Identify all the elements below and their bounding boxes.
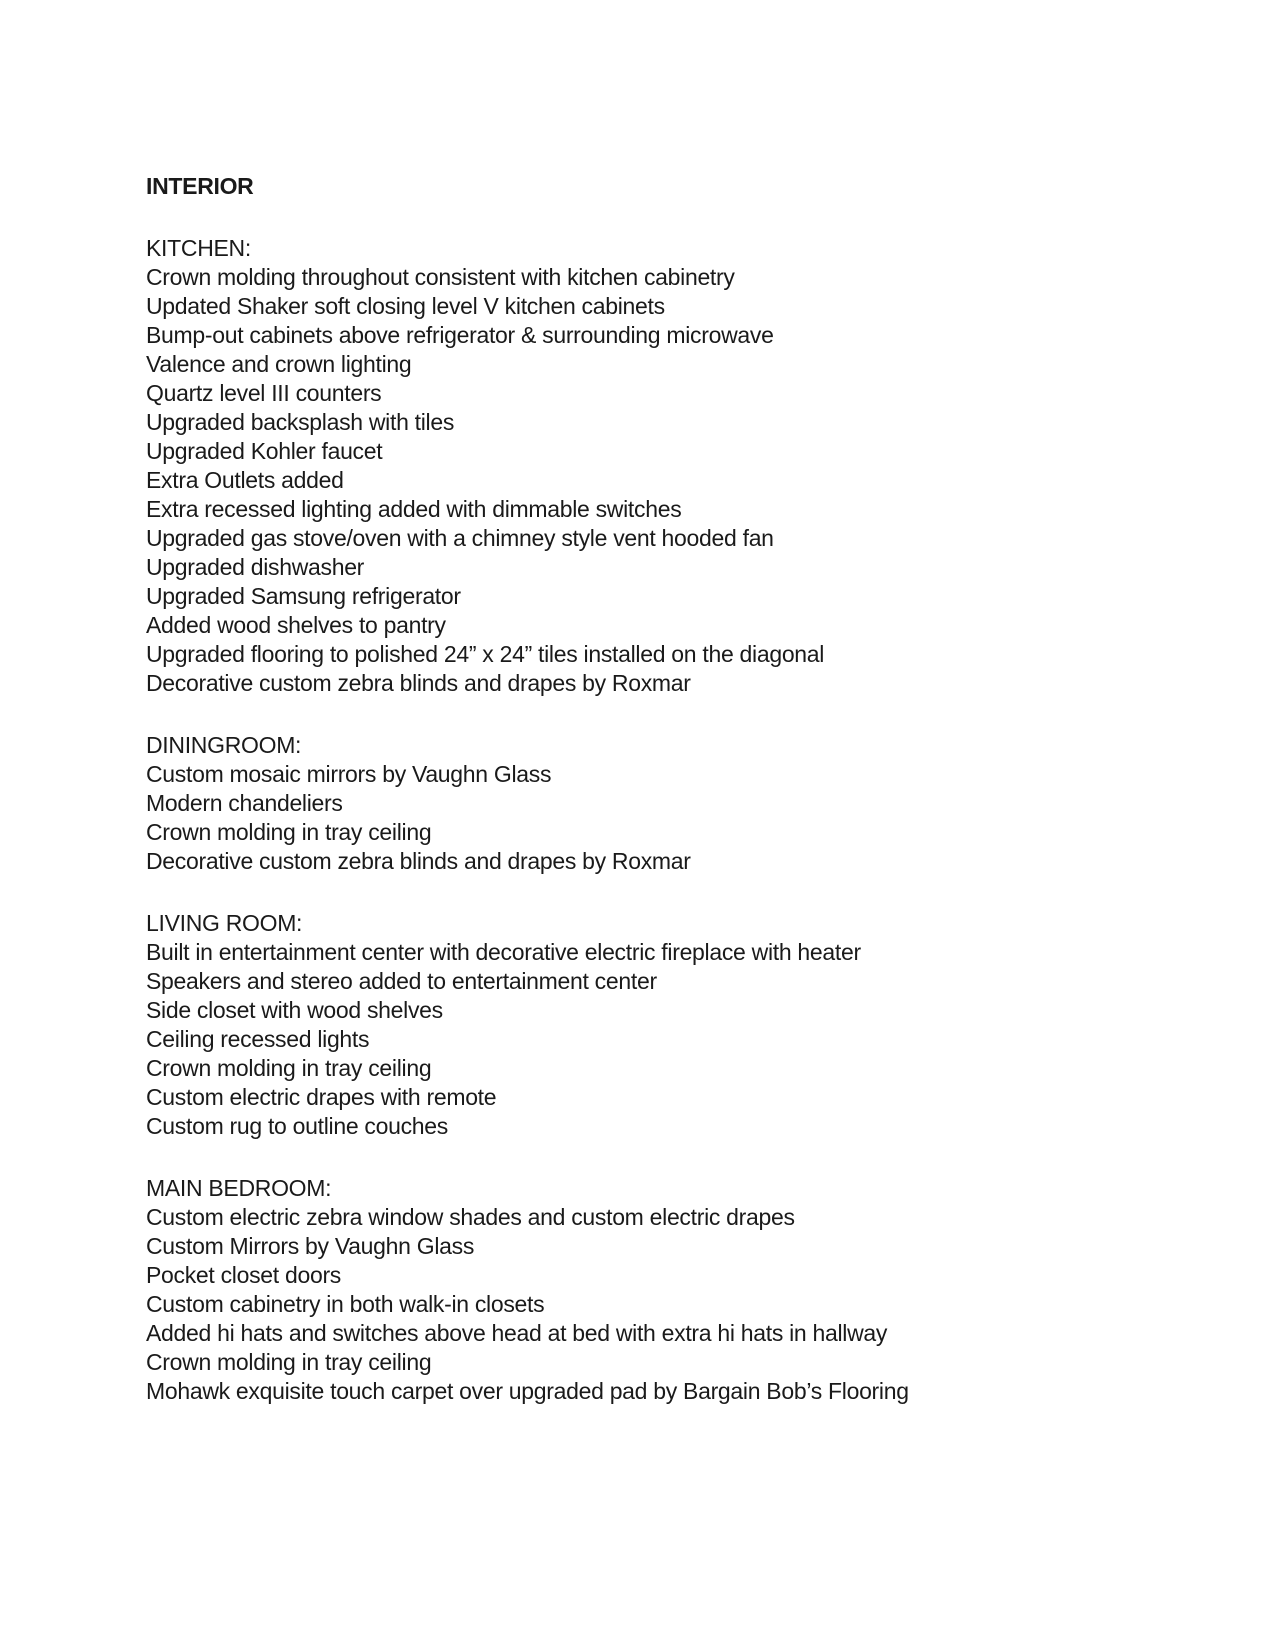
feature-line: Mohawk exquisite touch carpet over upgraded pad by Bargain Bob’s Flooring bbox=[146, 1378, 909, 1404]
feature-line: Custom electric zebra window shades and custom electric drapes bbox=[146, 1204, 795, 1230]
section-main-bedroom bbox=[146, 1174, 1125, 1406]
section-living-room bbox=[146, 909, 1125, 1141]
feature-line: Crown molding throughout consistent with kitchen cabinetry bbox=[146, 264, 735, 290]
section-heading: LIVING ROOM: bbox=[146, 910, 303, 936]
feature-line: Added hi hats and switches above head at bed with extra hi hats in hallway bbox=[146, 1320, 888, 1346]
feature-line: Upgraded gas stove/oven with a chimney style vent hooded fan bbox=[146, 525, 774, 551]
feature-line: Custom electric drapes with remote bbox=[146, 1084, 497, 1110]
feature-line: Custom rug to outline couches bbox=[146, 1113, 448, 1139]
document-body bbox=[146, 234, 1125, 1406]
section-heading: MAIN BEDROOM: bbox=[146, 1175, 332, 1201]
feature-line: Decorative custom zebra blinds and drapes by Roxmar bbox=[146, 848, 691, 874]
feature-line: Upgraded backsplash with tiles bbox=[146, 409, 455, 435]
feature-line: Built in entertainment center with decorative electric fireplace with heater bbox=[146, 939, 861, 965]
section-heading: DININGROOM: bbox=[146, 732, 302, 758]
feature-line: Crown molding in tray ceiling bbox=[146, 1055, 432, 1081]
feature-line: Decorative custom zebra blinds and drapes by Roxmar bbox=[146, 670, 691, 696]
feature-line: Upgraded flooring to polished 24” x 24” tiles installed on the diagonal bbox=[146, 641, 825, 667]
section-kitchen bbox=[146, 234, 1125, 698]
feature-line: Side closet with wood shelves bbox=[146, 997, 443, 1023]
feature-line: Ceiling recessed lights bbox=[146, 1026, 370, 1052]
feature-line: Extra recessed lighting added with dimmable switches bbox=[146, 496, 682, 522]
feature-line: Bump-out cabinets above refrigerator & surrounding microwave bbox=[146, 322, 774, 348]
feature-line: Custom Mirrors by Vaughn Glass bbox=[146, 1233, 475, 1259]
feature-line: Pocket closet doors bbox=[146, 1262, 342, 1288]
feature-line: Upgraded Kohler faucet bbox=[146, 438, 383, 464]
feature-line: Updated Shaker soft closing level V kitchen cabinets bbox=[146, 293, 665, 319]
section-diningroom bbox=[146, 731, 1125, 876]
feature-line: Crown molding in tray ceiling bbox=[146, 819, 432, 845]
feature-line: Added wood shelves to pantry bbox=[146, 612, 446, 638]
feature-line: Crown molding in tray ceiling bbox=[146, 1349, 432, 1375]
document-title: INTERIOR bbox=[146, 173, 254, 199]
feature-line: Quartz level III counters bbox=[146, 380, 382, 406]
section-heading: KITCHEN: bbox=[146, 235, 251, 261]
feature-line: Extra Outlets added bbox=[146, 467, 344, 493]
feature-line: Custom cabinetry in both walk-in closets bbox=[146, 1291, 545, 1317]
feature-line: Upgraded dishwasher bbox=[146, 554, 365, 580]
feature-line: Upgraded Samsung refrigerator bbox=[146, 583, 461, 609]
feature-line: Modern chandeliers bbox=[146, 790, 343, 816]
feature-line: Speakers and stereo added to entertainment center bbox=[146, 968, 657, 994]
feature-line: Valence and crown lighting bbox=[146, 351, 412, 377]
feature-line: Custom mosaic mirrors by Vaughn Glass bbox=[146, 761, 552, 787]
